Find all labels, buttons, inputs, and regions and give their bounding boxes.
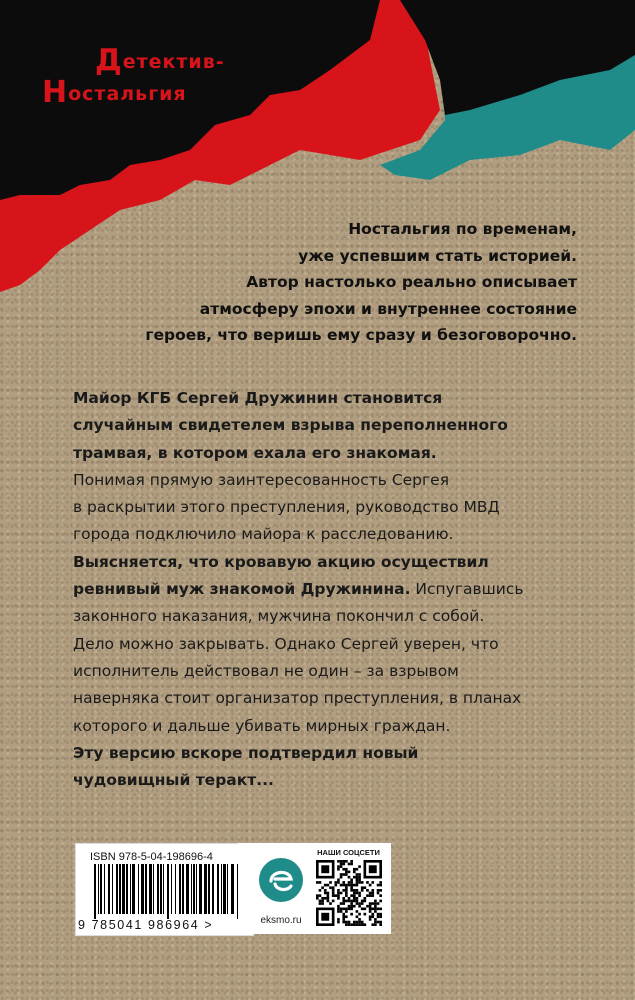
annotation xyxy=(73,385,593,794)
annotation-line: Майор КГБ Сергей Дружинин становится xyxy=(73,389,443,407)
annotation-line: Понимая прямую заинтересованность Сергея xyxy=(73,470,450,489)
barcode-bars xyxy=(90,864,250,919)
isbn-barcode xyxy=(75,843,254,936)
annotation-line: Эту версию вскоре подтвердил новый xyxy=(73,743,419,762)
annotation-line: которого и дальше убивать мирных граждан. xyxy=(73,716,451,735)
annotation-line: в раскрытии этого преступления, руководство МВД xyxy=(73,498,500,517)
annotation-line: наверняка стоит организатор преступления, в планах xyxy=(73,689,522,708)
blurb-quote xyxy=(57,216,577,349)
series-logo xyxy=(0,0,300,120)
blurb-line: атмосферу эпохи и внутреннее состояние xyxy=(199,299,577,318)
annotation-line: Дело можно закрывать. Однако Сергей уверен, что xyxy=(73,634,499,653)
annotation-line: города подключило майора к расследованию. xyxy=(73,525,454,544)
ean-digits: 9 785041 986964 > xyxy=(78,918,214,932)
annotation-line: трамвая, в котором ехала его знакомая. xyxy=(73,443,437,462)
qr-code-icon xyxy=(316,860,382,926)
blurb-line: уже успевшим стать историей. xyxy=(298,246,577,265)
series-line-2: Ностальгия xyxy=(42,75,187,110)
annotation-line: ревнивый муж знакомой Дружинина. Испугавшись xyxy=(73,580,524,599)
social-qr xyxy=(306,843,391,934)
eksmo-logo-icon xyxy=(258,857,304,903)
publisher-url: eksmo.ru xyxy=(260,915,302,926)
blurb-line: героев, что веришь ему сразу и безоговорочно. xyxy=(145,326,577,344)
annotation-line: чудовищный теракт... xyxy=(73,771,274,790)
blurb-line: Автор настолько реально описывает xyxy=(246,273,577,291)
blurb-line: Ностальгия по временам, xyxy=(348,220,577,238)
annotation-line: случайным свидетелем взрыва переполненного xyxy=(73,416,508,435)
qr-title: НАШИ СОЦСЕТИ xyxy=(317,848,380,857)
isbn-label: ISBN 978-5-04-198696-4 xyxy=(90,851,213,863)
annotation-line: Выясняется, что кровавую акцию осуществил xyxy=(73,552,489,571)
annotation-line: законного наказания, мужчина покончил с собой. xyxy=(73,607,485,626)
annotation-line: исполнитель действовал не один – за взрывом xyxy=(73,661,459,680)
series-line-1: Детектив- xyxy=(95,43,225,78)
